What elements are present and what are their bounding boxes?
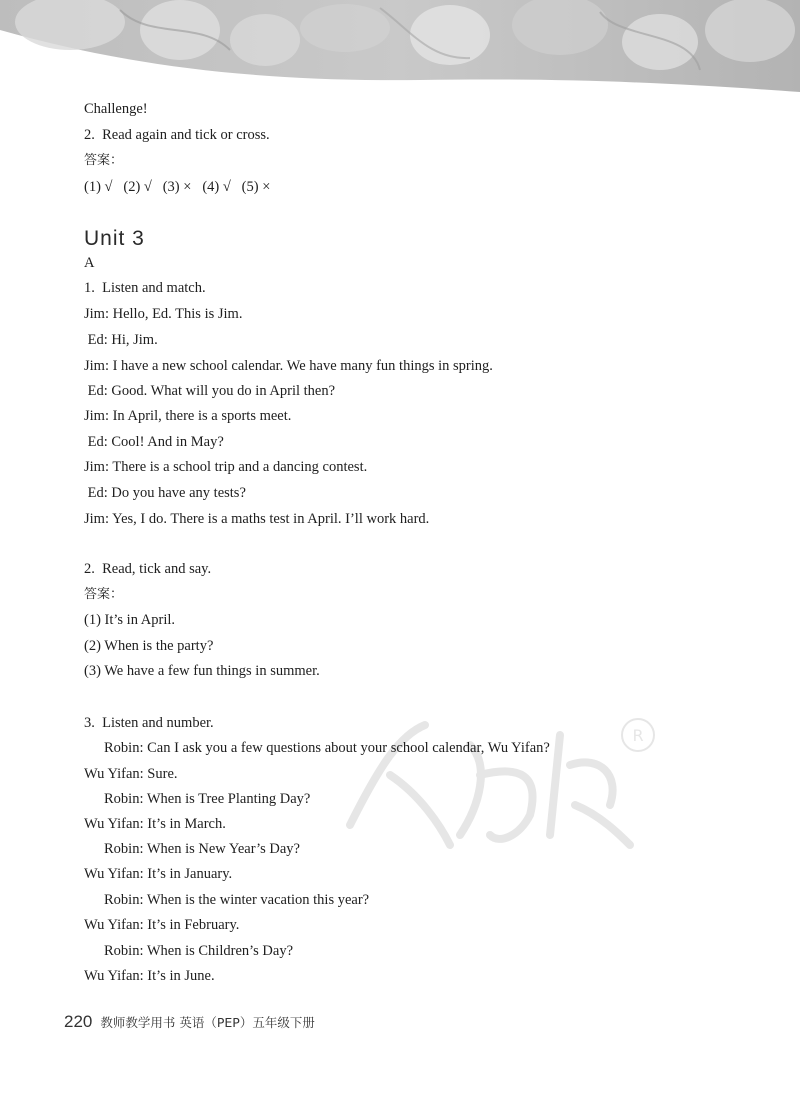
dialogue-line: Wu Yifan: It’s in June. — [84, 968, 215, 984]
challenge-task-title: 2. Read again and tick or cross. — [84, 127, 270, 143]
dialogue-line: Jim: In April, there is a sports meet. — [84, 408, 292, 424]
dialogue-line: Ed: Hi, Jim. — [84, 332, 158, 348]
challenge-heading: Challenge! — [84, 101, 148, 117]
dialogue-line: Robin: When is New Year’s Day? — [104, 841, 300, 857]
dialogue-line: Robin: When is Children’s Day? — [104, 943, 294, 959]
dialogue-line: Jim: Hello, Ed. This is Jim. — [84, 306, 243, 322]
dialogue-line: Wu Yifan: It’s in February. — [84, 917, 240, 933]
publisher-watermark — [330, 705, 660, 855]
dialogue-line: Robin: When is the winter vacation this year? — [104, 892, 370, 908]
dialogue-line: Wu Yifan: It’s in March. — [84, 816, 226, 832]
challenge-answers: (1) √ (2) √ (3) × (4) √ (5) × — [84, 179, 271, 195]
dialogue-line: Jim: There is a school trip and a dancing contest. — [84, 459, 368, 475]
dialogue-line: Ed: Good. What will you do in April then? — [84, 383, 336, 399]
answer-line: (3) We have a few fun things in summer. — [84, 663, 320, 679]
header-banner — [0, 0, 800, 96]
page-number: 220 — [64, 1012, 93, 1031]
task-title: 3. Listen and number. — [84, 715, 214, 731]
answer-line: (2) When is the party? — [84, 638, 214, 654]
task-title: 2. Read, tick and say. — [84, 561, 212, 577]
answer-label: 答案： — [84, 153, 124, 168]
dialogue-line: Robin: When is Tree Planting Day? — [104, 791, 311, 807]
answer-label: 答案： — [84, 587, 124, 602]
dialogue-line: Jim: I have a new school calendar. We have many fun things in spring. — [84, 358, 493, 374]
unit-title: Unit 3 — [84, 227, 145, 250]
dialogue-line: Ed: Cool! And in May? — [84, 434, 224, 450]
page-footer — [64, 1012, 315, 1032]
book-title: 教师教学用书 英语（PEP）五年级下册 — [100, 1015, 315, 1030]
dialogue-line: Wu Yifan: Sure. — [84, 766, 178, 782]
svg-text:R: R — [632, 726, 644, 745]
answer-line: (1) It’s in April. — [84, 612, 176, 628]
dialogue-line: Jim: Yes, I do. There is a maths test in April. I’ll work hard. — [84, 511, 430, 527]
dialogue-line: Wu Yifan: It’s in January. — [84, 866, 233, 882]
task-title: 1. Listen and match. — [84, 280, 206, 296]
section-label: A — [84, 255, 95, 271]
dialogue-line: Robin: Can I ask you a few questions about your school calendar, Wu Yifan? — [104, 740, 550, 756]
dialogue-line: Ed: Do you have any tests? — [84, 485, 246, 501]
